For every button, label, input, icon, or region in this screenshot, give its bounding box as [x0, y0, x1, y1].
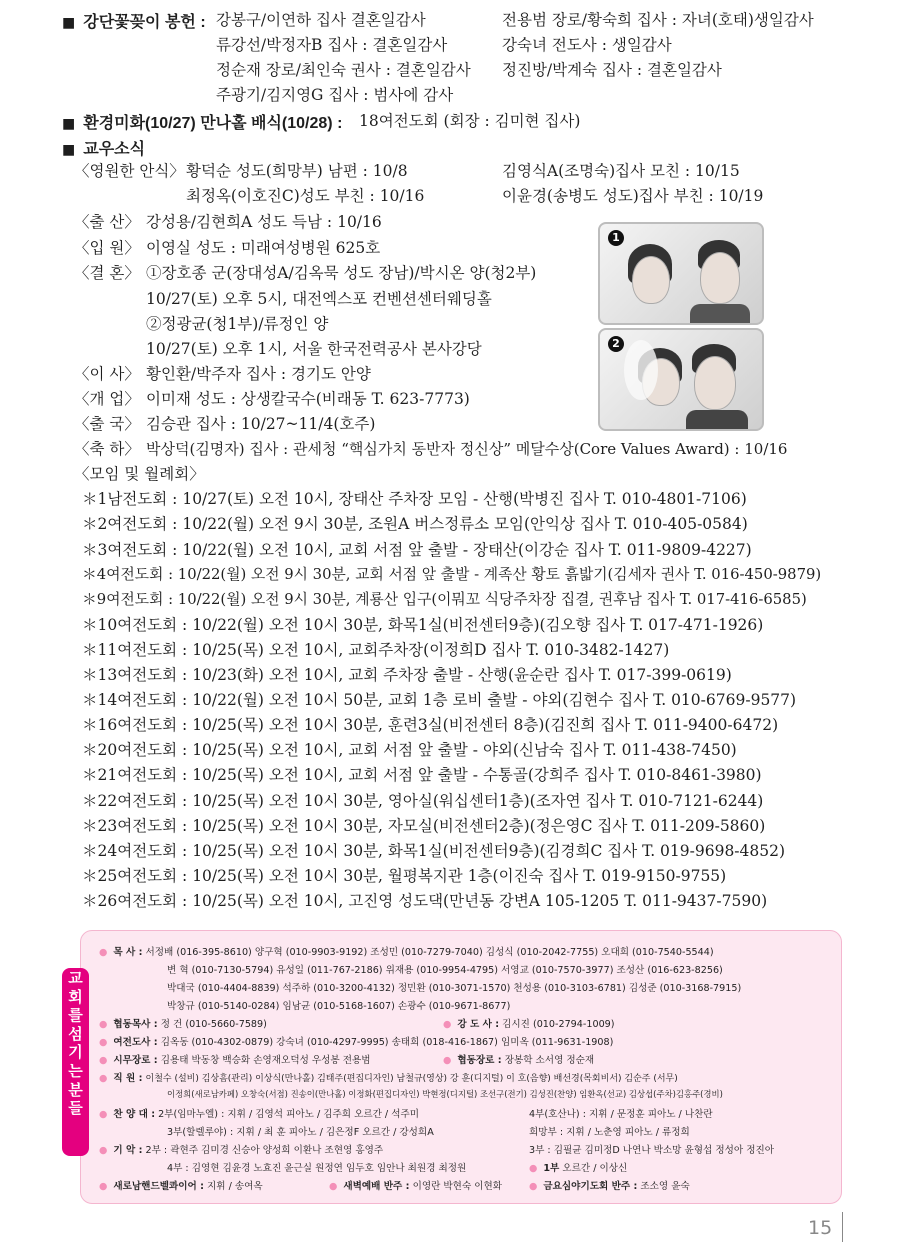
staff-choir1-right: 4부(호산나) : 지휘 / 문정훈 피아노 / 나찬란	[529, 1109, 713, 1120]
meeting-item: ＊3여전도회 : 10/22(월) 오전 10시, 교회 서점 앞 출발 - 장태산(이강순 집사 T. 011-9809-4227)	[82, 541, 752, 559]
meeting-item: ＊23여전도회 : 10/25(목) 오전 10시 30분, 자모실(비전센터2층)(정은영C 집사 T. 011-209-5860)	[82, 817, 766, 835]
staff-coop-elders-label: 협동장로 :	[457, 1055, 502, 1066]
staff-pray1-left: 2부 : 곽현주 김미경 신승아 양성희 이환나 조현영 홍영주	[145, 1145, 384, 1156]
meeting-item: ＊1남전도회 : 10/27(토) 오전 10시, 장태산 주차장 모임 - 산행(박병진 집사 T. 010-4801-7106)	[82, 490, 747, 508]
news-wedding-label: 〈결 혼〉	[74, 264, 140, 282]
news-condolence-r2: 이윤경(송병도 성도)집사 부친 : 10/19	[502, 187, 764, 205]
news-abroad: 김승관 집사 : 10/27~11/4(호주)	[146, 415, 376, 433]
wedding-photo-1	[598, 222, 764, 325]
news-move: 황인환/박주자 집사 : 경기도 안양	[146, 365, 371, 383]
meeting-item: ＊13여전도회 : 10/23(화) 오전 10시, 교회 주차장 출발 - 산행(윤순란 집사 T. 017-399-0619)	[82, 666, 732, 684]
staff-pray-label: 기 악 :	[113, 1145, 143, 1156]
news-condolence-l1: 황덕순 성도(희망부) 남편 : 10/8	[186, 162, 408, 180]
news-hosp-label: 〈입 원〉	[74, 239, 140, 257]
staff-pray2-right-label: 1부	[543, 1163, 560, 1174]
staff-tab	[62, 968, 89, 1156]
news-birth-label: 〈출 산〉	[74, 213, 140, 231]
meeting-item: ＊24여전도회 : 10/25(목) 오전 10시 30분, 화목1실(비전센터9층)(김경희C 집사 T. 019-9698-4852)	[82, 842, 786, 860]
meeting-item: ＊21여전도회 : 10/25(목) 오전 10시, 교회 서점 앞 출발 - 수통골(강희주 집사 T. 010-8461-3980)	[82, 766, 762, 784]
news-condolence-label: 〈영원한 안식〉	[74, 162, 185, 180]
wedding-photo-2	[598, 328, 764, 431]
news-move-label: 〈이 사〉	[74, 365, 140, 383]
meeting-item: ＊22여전도회 : 10/25(목) 오전 10시 30분, 영아실(워십센터1층)(조자연 집사 T. 010-7121-6244)	[82, 792, 764, 810]
staff-handbell-label: 새로남핸드벨콰이어 :	[113, 1181, 204, 1192]
photo-number-1: 1	[608, 230, 624, 246]
page-number: 15	[808, 1217, 833, 1239]
section-flower-title: ■ 강단꽃꽂이 봉헌 :	[62, 9, 206, 32]
staff-pray2-left: 4부 : 김영현 김윤경 노효진 윤근실 원정연 임두호 임안나 최원경 최정원	[167, 1163, 467, 1174]
staff-friday: 조소영 윤숙	[640, 1181, 690, 1192]
flower-right-2: 강숙녀 전도사 : 생일감사	[502, 36, 672, 54]
section-env-title: ■ 환경미화(10/27) 만나홀 배식(10/28) :	[62, 110, 342, 133]
staff-assoc-label: 협동목사 :	[113, 1019, 158, 1030]
news-wedding-4: 10/27(토) 오후 1시, 서울 한국전력공사 본사강당	[146, 340, 482, 358]
staff-choir-label: 찬 양 대 :	[113, 1109, 156, 1120]
section-env-text: 18여전도회 (회장 : 김미현 집사)	[359, 112, 581, 130]
staff-choir2-left: 3부(할렐루야) : 지휘 / 최 훈 피아노 / 김은정F 오르간 / 강성희A	[167, 1127, 434, 1138]
flower-left-1: 강봉구/이연하 집사 결혼일감사	[216, 11, 426, 29]
staff-dawn-label: 새벽예배 반주 :	[343, 1181, 410, 1192]
staff-pray1-right: 3부 : 김필균 김미정D 나연나 박소망 윤형섭 정성아 정진아	[529, 1145, 775, 1156]
news-hosp: 이영실 성도 : 미래여성병원 625호	[146, 239, 381, 257]
staff-pastors-4: 박창규 (010-5140-0284) 임남균 (010-5168-1607) 손광수 (010-9671-8677)	[167, 1001, 511, 1012]
staff-tab-label: 교회를섬기는분들	[68, 970, 83, 1118]
news-meeting-label: 〈모임 및 월례회〉	[74, 465, 205, 483]
staff-assoc: 정 건 (010-5660-7589)	[160, 1019, 267, 1030]
section-news-title: ■ 교우소식	[62, 136, 145, 159]
staff-choir1-left: 2부(임마누엘) : 지휘 / 김영석 피아노 / 김주희 오르간 / 석주미	[158, 1109, 420, 1120]
staff-evang-label: 강 도 사 :	[457, 1019, 500, 1030]
staff-elders: 김용태 박동창 백승화 손영재오덕성 우성봉 전용범	[160, 1055, 371, 1066]
staff-staff-2: 이정희(새로남카페) 오창숙(서점) 진송이(만나홀) 이정화(편집디자인) 박현정(디지털) 조선구(전기) 김성진(찬양) 임환옥(선교) 김상섭(주차)김홍주(경비)	[167, 1089, 723, 1099]
flower-left-4: 주광기/김지영G 집사 : 범사에 감사	[216, 86, 454, 104]
page-number-divider	[842, 1212, 843, 1242]
staff-pastors-1: 서정배 (016-395-8610) 양구혁 (010-9903-9192) 조성민 (010-7279-7040) 김성식 (010-2042-7755) 오대희 (010-7540-5544)	[145, 947, 714, 958]
news-condolence-l2: 최정옥(이호진C)성도 부친 : 10/16	[186, 187, 425, 205]
staff-handbell: 지휘 / 송여옥	[207, 1181, 263, 1192]
news-birth: 강성용/김현희A 성도 득남 : 10/16	[146, 213, 382, 231]
staff-pray2-right: 오르간 / 이상신	[562, 1163, 628, 1174]
staff-pastors-label: 목 사 :	[113, 947, 143, 958]
news-wedding-1: ①장호종 군(장대성A/김옥묵 성도 장남)/박시온 양(청2부)	[146, 264, 537, 282]
staff-dawn: 이영란 박현숙 이현화	[412, 1181, 503, 1192]
photo-number-2: 2	[608, 336, 624, 352]
staff-pastors-2: 변 혁 (010-7130-5794) 유성일 (011-767-2186) 위재용 (010-9954-4795) 서영교 (010-7570-3977) 조성산 (016-623-8256)	[167, 965, 723, 976]
news-congrats: 박상덕(김명자) 집사 : 관세청 “핵심가치 동반자 정신상” 메달수상(Core Values Award) : 10/16	[146, 440, 788, 458]
staff-women: 김옥동 (010-4302-0879) 강숙녀 (010-4297-9995) 송태희 (018-416-1867) 임미옥 (011-9631-1908)	[160, 1037, 614, 1048]
staff-staff-label: 직 원 :	[113, 1073, 143, 1084]
meeting-item: ＊25여전도회 : 10/25(목) 오전 10시 30분, 월평복지관 1층(이진숙 집사 T. 019-9150-9755)	[82, 867, 727, 885]
meeting-item: ＊16여전도회 : 10/25(목) 오전 10시 30분, 훈련3실(비전센터 8층)(김진희 집사 T. 011-9400-6472)	[82, 716, 779, 734]
staff-box: ● 목 사 : 서정배 (016-395-8610) 양구혁 (010-9903-9192) 조성민 (010-7279-7040) 김성식 (010-2042-7755) 오대희 (010-7540-5544) 변 혁 (010-7130-5794) 유성일 (011-767-2186) 위재용 (010-9954-4795) 서영교 (010-7570-3977) 조성산 (016-623-8256) 박대국 (010-4404-8839) 석주하 (010-3200-4132) 정민환 (010-3071-1570) 천성용 (010-3103-6781) 김성준 (010-3168-7915) 박창규 (010-5140-0284) 임남균 (010-5168-1607) 손광수 (010-9671-8677) ● 협동목사 : 정 건 (010-5660-7589) ● 강 도 사 : 김시진 (010-2794-1009) ● 여전도사 : 김옥동 (010-4302-0879) 강숙녀 (010-4297-9995) 송태희 (018-416-1867) 임미옥 (011-9631-1908) ● 시무장로 : 김용태 박동창 백승화 손영재오덕성 우성봉 전용범 ● 협동장로 : 장봉학 소서영 정순재 ● 직 원 : 이철수 (설비) 김상흠(관리) 이상식(만나홀) 김태주(편집디자인) 남철규(영상) 강 훈(디지털) 이 호(음향) 배선경(목회비서) 김순주 (서무) 이정희(새로남카페) 오창숙(서점) 진송이(만나홀) 이정화(편집디자인) 박현정(디지털) 조선구(전기) 김성진(찬양) 임환옥(선교) 김상섭(주차)김홍주(경비) ● 찬 양 대 : 2부(임마누엘) : 지휘 / 김영석 피아노 / 김주희 오르간 / 석주미 4부(호산나) : 지휘 / 문정훈 피아노 / 나찬란 3부(할렐루야) : 지휘 / 최 훈 피아노 / 김은정F 오르간 / 강성희A 희망부 : 지휘 / 노춘영 피아노 / 류정희 ● 기 악 : 2부 : 곽현주 김미경 신승아 양성희 이환나 조현영 홍영주 3부 : 김필균 김미정D 나연나 박소망 윤형섭 정성아 정진아 4부 : 김영현 김윤경 노효진 윤근실 원정연 임두호 임안나 최원경 최정원 ● 1부 오르간 / 이상신 ● 새로남핸드벨콰이어 : 지휘 / 송여옥 ● 새벽예배 반주 : 이영란 박현숙 이현화 ● 금요심야기도회 반주 : 조소영 윤숙	[80, 930, 842, 1204]
flower-left-3: 정순재 장로/최인숙 권사 : 결혼일감사	[216, 61, 471, 79]
meeting-item: ＊14여전도회 : 10/22(월) 오전 10시 50분, 교회 1층 로비 출발 - 야외(김현수 집사 T. 010-6769-9577)	[82, 691, 797, 709]
staff-friday-label: 금요심야기도회 반주 :	[543, 1181, 638, 1192]
staff-evang: 김시진 (010-2794-1009)	[502, 1019, 615, 1030]
news-congrats-label: 〈축 하〉	[74, 440, 140, 458]
meeting-item: ＊20여전도회 : 10/25(목) 오전 10시, 교회 서점 앞 출발 - 야외(신남숙 집사 T. 011-438-7450)	[82, 741, 737, 759]
meeting-item: ＊11여전도회 : 10/25(목) 오전 10시, 교회주차장(이정희D 집사 T. 010-3482-1427)	[82, 641, 670, 659]
staff-coop-elders: 장봉학 소서영 정순재	[504, 1055, 595, 1066]
news-abroad-label: 〈출 국〉	[74, 415, 140, 433]
staff-choir2-right: 희망부 : 지휘 / 노춘영 피아노 / 류정희	[529, 1127, 690, 1138]
flower-left-2: 류강선/박정자B 집사 : 결혼일감사	[216, 36, 448, 54]
staff-women-label: 여전도사 :	[113, 1037, 158, 1048]
meeting-item: ＊9여전도회 : 10/22(월) 오전 9시 30분, 계룡산 입구(이뭐꼬 식당주차장 집결, 권후남 집사 T. 017-416-6585)	[82, 591, 807, 608]
staff-staff-1: 이철수 (설비) 김상흠(관리) 이상식(만나홀) 김태주(편집디자인) 남철규(영상) 강 훈(디지털) 이 호(음향) 배선경(목회비서) 김순주 (서무)	[145, 1074, 678, 1084]
meeting-item: ＊2여전도회 : 10/22(월) 오전 9시 30분, 조원A 버스정류소 모임(안익상 집사 T. 010-405-0584)	[82, 515, 748, 533]
meeting-item: ＊4여전도회 : 10/22(월) 오전 9시 30분, 교회 서점 앞 출발 - 계족산 황토 흙밟기(김세자 권사 T. 016-450-9879)	[82, 566, 822, 583]
news-wedding-3: ②정광균(청1부)/류정인 양	[146, 315, 329, 333]
staff-pastors-3: 박대국 (010-4404-8839) 석주하 (010-3200-4132) 정민환 (010-3071-1570) 천성용 (010-3103-6781) 김성준 (010-3168-7915)	[167, 983, 742, 994]
news-condolence-r1: 김영식A(조명숙)집사 모친 : 10/15	[502, 162, 740, 180]
meeting-item: ＊10여전도회 : 10/22(월) 오전 10시 30분, 화목1실(비전센터9층)(김오향 집사 T. 017-471-1926)	[82, 616, 764, 634]
flower-right-3: 정진방/박계숙 집사 : 결혼일감사	[502, 61, 722, 79]
meeting-item: ＊26여전도회 : 10/25(목) 오전 10시, 고진영 성도댁(만년동 강변A 105-1205 T. 011-9437-7590)	[82, 892, 768, 910]
flower-right-1: 전용범 장로/황숙희 집사 : 자녀(호태)생일감사	[502, 11, 814, 29]
news-open-label: 〈개 업〉	[74, 390, 140, 408]
news-wedding-2: 10/27(토) 오후 5시, 대전엑스포 컨벤션센터웨딩홀	[146, 290, 492, 308]
staff-elders-label: 시무장로 :	[113, 1055, 158, 1066]
news-open: 이미재 성도 : 상생칼국수(비래동 T. 623-7773)	[146, 390, 470, 408]
